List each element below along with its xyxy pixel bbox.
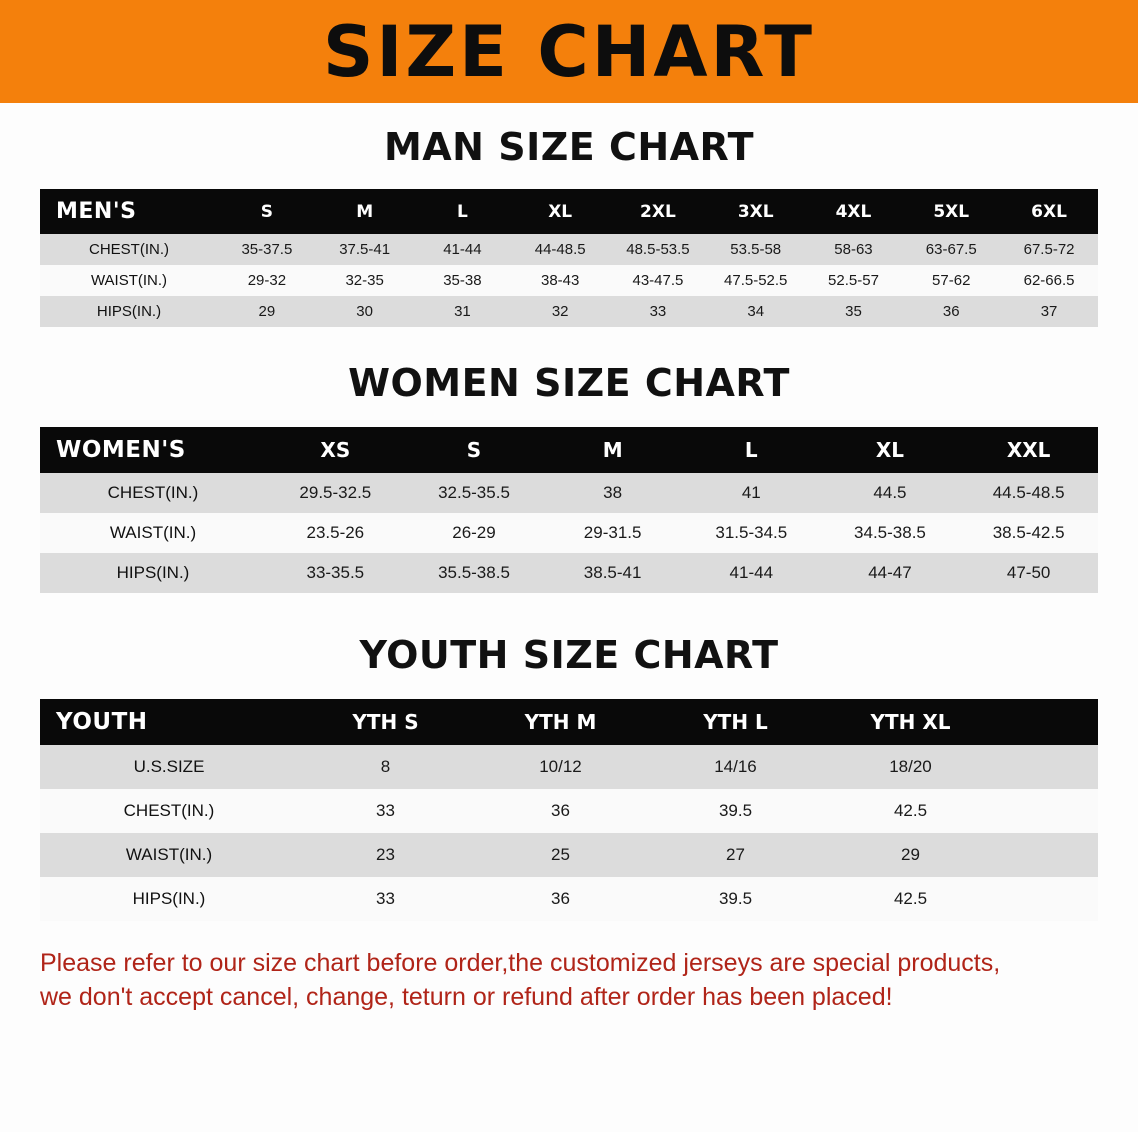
women-hips-l: 41-44 <box>682 553 821 593</box>
men-chest-5xl: 63-67.5 <box>902 234 1000 265</box>
men-chest-4xl: 58-63 <box>805 234 903 265</box>
youth-chest-m: 36 <box>473 789 648 833</box>
youth-ussize-m: 10/12 <box>473 745 648 789</box>
women-waist-m: 29-31.5 <box>543 513 682 553</box>
women-chest-l: 41 <box>682 473 821 513</box>
women-chest-m: 38 <box>543 473 682 513</box>
men-waist-3xl: 47.5-52.5 <box>707 265 805 296</box>
women-hips-m: 38.5-41 <box>543 553 682 593</box>
disclaimer-note <box>40 947 1098 1015</box>
women-chest-xxl: 44.5-48.5 <box>959 473 1098 513</box>
men-size-3xl: 3XL <box>707 189 805 234</box>
youth-waist-m: 25 <box>473 833 648 877</box>
men-size-m: M <box>316 189 414 234</box>
man-section-title: MAN SIZE CHART <box>383 125 755 169</box>
women-row-hips-label: HIPS(IN.) <box>40 553 266 593</box>
table-row <box>40 234 1098 265</box>
women-hips-xs: 33-35.5 <box>266 553 405 593</box>
men-row-chest-label: CHEST(IN.) <box>40 234 218 265</box>
page-banner <box>0 0 1138 103</box>
women-size-m: M <box>543 427 682 473</box>
table-row <box>40 473 1098 513</box>
table-row <box>40 296 1098 327</box>
men-size-6xl: 6XL <box>1000 189 1098 234</box>
women-waist-xxl: 38.5-42.5 <box>959 513 1098 553</box>
youth-row-spacer <box>998 833 1098 877</box>
women-chest-xl: 44.5 <box>821 473 960 513</box>
man-size-table <box>40 189 1098 327</box>
women-hips-xxl: 47-50 <box>959 553 1098 593</box>
men-hips-l: 31 <box>414 296 512 327</box>
men-hips-m: 30 <box>316 296 414 327</box>
women-waist-xs: 23.5-26 <box>266 513 405 553</box>
youth-row-spacer <box>998 789 1098 833</box>
youth-hips-m: 36 <box>473 877 648 921</box>
women-chest-xs: 29.5-32.5 <box>266 473 405 513</box>
men-hips-6xl: 37 <box>1000 296 1098 327</box>
youth-waist-l: 27 <box>648 833 823 877</box>
youth-header-spacer <box>998 699 1098 745</box>
youth-header-label: YOUTH <box>40 699 298 745</box>
men-row-waist-label: WAIST(IN.) <box>40 265 218 296</box>
men-size-s: S <box>218 189 316 234</box>
men-size-2xl: 2XL <box>609 189 707 234</box>
table-header-row <box>40 189 1098 234</box>
table-row <box>40 745 1098 789</box>
men-size-xl: XL <box>511 189 609 234</box>
women-size-xs: XS <box>266 427 405 473</box>
youth-chest-xl: 42.5 <box>823 789 998 833</box>
youth-size-m: YTH M <box>473 699 648 745</box>
men-hips-5xl: 36 <box>902 296 1000 327</box>
man-table-wrap <box>0 189 1138 327</box>
table-header-row <box>40 699 1098 745</box>
men-waist-m: 32-35 <box>316 265 414 296</box>
women-chest-s: 32.5-35.5 <box>405 473 544 513</box>
table-row <box>40 877 1098 921</box>
men-hips-s: 29 <box>218 296 316 327</box>
men-waist-2xl: 43-47.5 <box>609 265 707 296</box>
table-row <box>40 553 1098 593</box>
youth-waist-xl: 29 <box>823 833 998 877</box>
table-row <box>40 833 1098 877</box>
page-title: SIZE CHART <box>322 10 816 93</box>
youth-row-waist-label: WAIST(IN.) <box>40 833 298 877</box>
table-row <box>40 513 1098 553</box>
men-size-5xl: 5XL <box>902 189 1000 234</box>
men-waist-xl: 38-43 <box>511 265 609 296</box>
men-size-4xl: 4XL <box>805 189 903 234</box>
table-row <box>40 265 1098 296</box>
youth-row-hips-label: HIPS(IN.) <box>40 877 298 921</box>
youth-table-wrap <box>0 699 1138 921</box>
women-header-label: WOMEN'S <box>40 427 266 473</box>
youth-size-l: YTH L <box>648 699 823 745</box>
men-chest-3xl: 53.5-58 <box>707 234 805 265</box>
men-chest-6xl: 67.5-72 <box>1000 234 1098 265</box>
youth-size-table <box>40 699 1098 921</box>
youth-ussize-xl: 18/20 <box>823 745 998 789</box>
men-chest-l: 41-44 <box>414 234 512 265</box>
men-hips-xl: 32 <box>511 296 609 327</box>
women-size-xl: XL <box>821 427 960 473</box>
youth-hips-l: 39.5 <box>648 877 823 921</box>
men-header-label: MEN'S <box>40 189 218 234</box>
men-waist-l: 35-38 <box>414 265 512 296</box>
women-row-waist-label: WAIST(IN.) <box>40 513 266 553</box>
youth-ussize-s: 8 <box>298 745 473 789</box>
women-size-xxl: XXL <box>959 427 1098 473</box>
men-chest-s: 35-37.5 <box>218 234 316 265</box>
men-waist-4xl: 52.5-57 <box>805 265 903 296</box>
women-section-title: WOMEN SIZE CHART <box>348 361 790 405</box>
youth-waist-s: 23 <box>298 833 473 877</box>
women-waist-l: 31.5-34.5 <box>682 513 821 553</box>
youth-section-title: YOUTH SIZE CHART <box>359 633 779 677</box>
table-header-row <box>40 427 1098 473</box>
men-row-hips-label: HIPS(IN.) <box>40 296 218 327</box>
men-chest-2xl: 48.5-53.5 <box>609 234 707 265</box>
youth-row-spacer <box>998 877 1098 921</box>
men-hips-3xl: 34 <box>707 296 805 327</box>
women-waist-xl: 34.5-38.5 <box>821 513 960 553</box>
disclaimer-line-1: Please refer to our size chart before order,the customized jerseys are special products, <box>40 949 1001 977</box>
men-chest-xl: 44-48.5 <box>511 234 609 265</box>
youth-row-ussize-label: U.S.SIZE <box>40 745 298 789</box>
men-waist-6xl: 62-66.5 <box>1000 265 1098 296</box>
youth-size-xl: YTH XL <box>823 699 998 745</box>
youth-chest-l: 39.5 <box>648 789 823 833</box>
women-size-s: S <box>405 427 544 473</box>
youth-size-s: YTH S <box>298 699 473 745</box>
men-waist-5xl: 57-62 <box>902 265 1000 296</box>
youth-row-spacer <box>998 745 1098 789</box>
youth-chest-s: 33 <box>298 789 473 833</box>
women-hips-xl: 44-47 <box>821 553 960 593</box>
youth-ussize-l: 14/16 <box>648 745 823 789</box>
men-waist-s: 29-32 <box>218 265 316 296</box>
women-table-wrap <box>0 427 1138 593</box>
men-chest-m: 37.5-41 <box>316 234 414 265</box>
youth-row-chest-label: CHEST(IN.) <box>40 789 298 833</box>
women-waist-s: 26-29 <box>405 513 544 553</box>
table-row <box>40 789 1098 833</box>
women-size-l: L <box>682 427 821 473</box>
men-hips-4xl: 35 <box>805 296 903 327</box>
disclaimer-line-2: we don't accept cancel, change, teturn or refund after order has been placed! <box>40 982 893 1011</box>
women-row-chest-label: CHEST(IN.) <box>40 473 266 513</box>
women-hips-s: 35.5-38.5 <box>405 553 544 593</box>
men-size-l: L <box>414 189 512 234</box>
youth-hips-s: 33 <box>298 877 473 921</box>
youth-hips-xl: 42.5 <box>823 877 998 921</box>
women-size-table <box>40 427 1098 593</box>
men-hips-2xl: 33 <box>609 296 707 327</box>
